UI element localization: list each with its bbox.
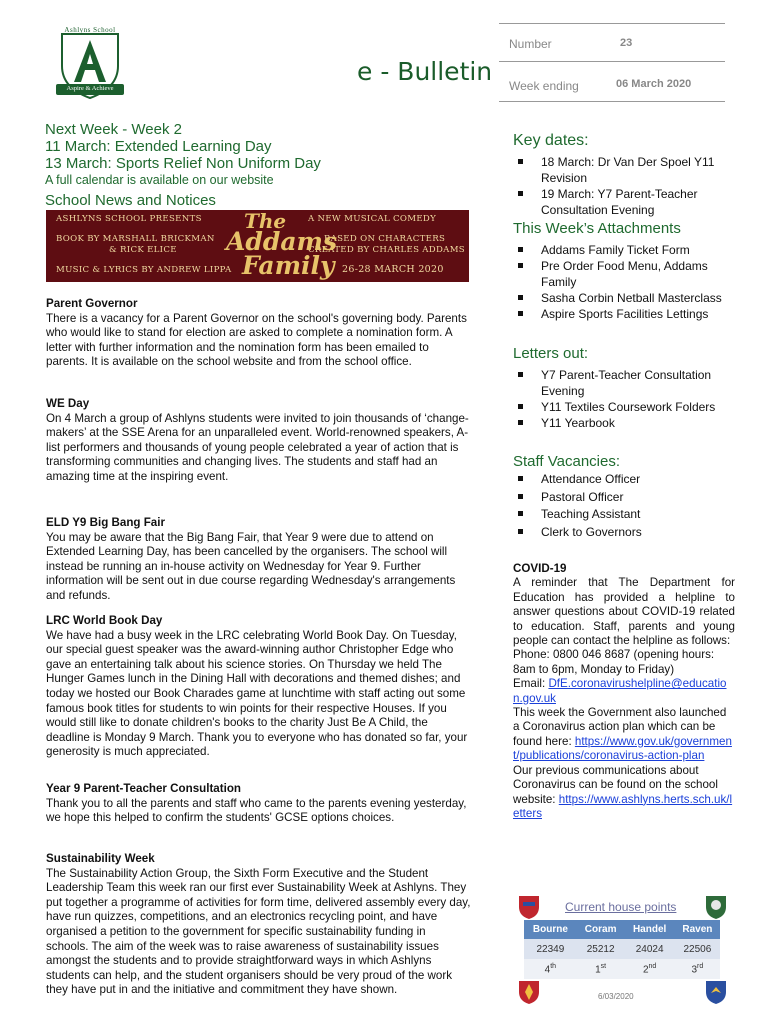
calendar-note: A full calendar is available on our website [45, 173, 274, 187]
covid-plan-text: This week the Government also launched a Coronavirus action plan which can be found here: [513, 706, 727, 748]
vacancy-item: Attendance Officer [513, 471, 735, 489]
article-body: The Sustainability Action Group, the Sixth Form Executive and the Student Leadership Team this week ran our first ever Sustainability Week at Ashlyns. They put together a programme of activities for form time, delivered assembly every day, have run quizzes, competitions, and an electronics recycling point, and have organised a petition to the government for specific sustainability funding in schools. The aim of the week was to raise awareness of sustainability issues amongst the students and to provide straightforward ways in which Ashlyns students can help, and the student organisers should be very proud of the work they have put in and the initiative and commitment they have shown. [46, 866, 471, 997]
house-name: Handel [625, 920, 675, 939]
house-points-title: Current house points [565, 900, 677, 914]
letter-item[interactable]: Y11 Yearbook [513, 415, 735, 431]
letter-item[interactable]: Y11 Textiles Coursework Folders [513, 399, 735, 415]
next-week-item: 11 March: Extended Learning Day [45, 138, 272, 155]
house-points-date: 6/03/2020 [598, 992, 634, 1001]
vacancy-item: Pastoral Officer [513, 489, 735, 507]
school-logo [54, 26, 126, 100]
coram-crest-icon [703, 893, 729, 921]
attachments-heading: This Week’s Attachments [513, 220, 681, 237]
article-parent-governor [46, 297, 471, 370]
attachment-item[interactable]: Addams Family Ticket Form [513, 242, 735, 258]
key-dates-list [513, 154, 735, 218]
article-heading: LRC World Book Day [46, 614, 163, 627]
banner-presents: ASHLYNS SCHOOL PRESENTS [56, 214, 202, 224]
attachments-list [513, 242, 735, 322]
article-heading: Year 9 Parent-Teacher Consultation [46, 782, 242, 795]
house-position: 4th [524, 959, 577, 979]
vacancy-item: Teaching Assistant [513, 506, 735, 524]
vacancies-section [513, 453, 735, 541]
logo-motto: Aspire & Achieve [66, 85, 114, 92]
logo-school-name: Ashlyns School [64, 26, 116, 34]
vacancies-heading: Staff Vacancies: [513, 453, 621, 470]
key-dates-section [513, 132, 735, 218]
letters-section [513, 345, 735, 431]
letters-heading: Letters out: [513, 345, 589, 362]
addams-family-banner [46, 210, 469, 282]
meta-divider-mid [499, 61, 725, 62]
meta-divider-bottom [499, 101, 725, 102]
letters-list [513, 367, 735, 431]
number-value: 23 [620, 37, 633, 49]
covid-section [513, 562, 735, 821]
house-header-row [524, 920, 720, 939]
house-points-panel [512, 890, 740, 1008]
week-ending-value: 06 March 2020 [616, 78, 692, 90]
meta-divider-top [499, 23, 725, 24]
covid-email-label: Email: [513, 677, 549, 691]
raven-crest-icon [703, 978, 729, 1006]
banner-based-on: BASED ON CHARACTERS [324, 234, 446, 244]
next-week-item: 13 March: Sports Relief Non Uniform Day [45, 155, 321, 172]
week-ending-label: Week ending [509, 79, 579, 93]
house-points-table [524, 920, 720, 979]
house-position-row [524, 959, 720, 979]
house-score: 25212 [577, 939, 625, 959]
house-points-row [524, 939, 720, 959]
list-item: 18 March: Dr Van Der Spoel Y11 Revision [513, 154, 735, 186]
house-name: Bourne [524, 920, 577, 939]
covid-email-link[interactable]: DfE.coronavirushelpline@education.gov.uk [513, 677, 727, 705]
banner-title-family: Family [242, 251, 335, 280]
house-score: 22349 [524, 939, 577, 959]
bulletin-title: e - Bulletin [357, 57, 493, 86]
covid-heading: COVID-19 [513, 562, 567, 575]
key-dates-heading: Key dates: [513, 132, 589, 149]
number-label: Number [509, 37, 552, 51]
article-body: We have had a busy week in the LRC celebrating World Book Day. On Tuesday, our special guest speaker was the award-winning author Christopher Edge who gave an entertaining talk about his science stories. On Thursday we held The Hunger Games lunch in the Dining Hall with decorations and themed dishes; and today we hosted our Book Charades game at lunchtime with staff acting out some famous book titles for students to win points for their respective Houses. If you would still like to donate children's books to the charity Just Be A Child, the deadline is Monday 9 March. Thank you to everyone who has donated so far, your generosity is much appreciated. [46, 628, 468, 759]
handel-crest-icon [516, 978, 542, 1006]
house-name: Raven [675, 920, 720, 939]
article-we-day [46, 397, 471, 485]
house-score: 24024 [625, 939, 675, 959]
vacancy-item: Clerk to Governors [513, 524, 735, 542]
covid-plan-link[interactable]: https://www.gov.uk/government/publications/coronavirus-action-plan [513, 734, 732, 763]
banner-created-by: CREATED BY CHARLES ADDAMS [308, 245, 465, 255]
article-parent-teacher [46, 782, 471, 826]
article-body: There is a vacancy for a Parent Governor on the school's governing body. Parents who would like to stand for election are asked to complete a nomination form. A letter with further information and the nomination form has been emailed to parents. It is available on the school website and from the school office. [46, 311, 467, 369]
attachments-section [513, 220, 735, 322]
banner-book-by: BOOK BY MARSHALL BRICKMAN [56, 234, 215, 244]
house-position: 3rd [675, 959, 720, 979]
vacancies-list [513, 471, 735, 541]
article-heading: ELD Y9 Big Bang Fair [46, 516, 165, 529]
attachment-item[interactable]: Pre Order Food Menu, Addams Family [513, 258, 735, 290]
banner-title-the: The [244, 210, 287, 233]
banner-dates: 26-28 MARCH 2020 [342, 264, 444, 275]
article-big-bang-fair [46, 516, 471, 604]
article-heading: Sustainability Week [46, 852, 155, 865]
article-body: You may be aware that the Big Bang Fair, that Year 9 were due to attend on Extended Learning Day, has been cancelled by the organisers. The school will instead be running an in-house activity on Wednesday for Year 9. Further information will be sent out in due course regarding Wednesday's arrangements and refunds. [46, 530, 456, 602]
article-world-book-day [46, 614, 471, 760]
house-position: 1st [577, 959, 625, 979]
article-heading: Parent Governor [46, 297, 138, 310]
house-score: 22506 [675, 939, 720, 959]
news-heading: School News and Notices [45, 192, 216, 209]
covid-intro: A reminder that The Department for Education has provided a helpline to answer questions about COVID-19 related to education. Staff, parents and young people can contact the helpline as follows: [513, 576, 735, 648]
covid-phone: Phone: 0800 046 8687 (opening hours: 8am to 6pm, Monday to Friday) [513, 648, 715, 676]
house-name: Coram [577, 920, 625, 939]
banner-title-addams: Addams [226, 227, 338, 256]
letter-item[interactable]: Y7 Parent-Teacher Consultation Evening [513, 367, 735, 399]
bourne-crest-icon [516, 893, 542, 921]
list-item: 19 March: Y7 Parent-Teacher Consultation Evening [513, 186, 735, 218]
article-body: On 4 March a group of Ashlyns students were invited to join thousands of ‘change-makers’ at the SSE Arena for an unparalleled event. World-renowned speakers, A-list performers and thousands of young people celebrated a year of action that is transforming communities and changing lives. The students and staff had an amazing time at the inspiring event. [46, 411, 469, 483]
house-position: 2nd [625, 959, 675, 979]
article-body: Thank you to all the parents and staff who came to the parents evening yesterday, we hope this helped to confirm the students' GCSE options choices. [46, 796, 467, 825]
attachment-item[interactable]: Sasha Corbin Netball Masterclass [513, 290, 735, 306]
banner-book-by-2: & RICK ELICE [109, 245, 177, 255]
covid-prev-text: Our previous communications about Coronavirus can be found on the school website: [513, 763, 718, 806]
attachment-item[interactable]: Aspire Sports Facilities Lettings [513, 306, 735, 322]
covid-prev-link[interactable]: https://www.ashlyns.herts.sch.uk/letters [513, 792, 733, 820]
article-heading: WE Day [46, 397, 90, 410]
next-week-title: Next Week - Week 2 [45, 121, 182, 138]
next-week-block [45, 121, 321, 209]
banner-comedy: A NEW MUSICAL COMEDY [308, 214, 437, 224]
banner-music: MUSIC & LYRICS BY ANDREW LIPPA [56, 265, 232, 275]
article-sustainability [46, 852, 471, 998]
